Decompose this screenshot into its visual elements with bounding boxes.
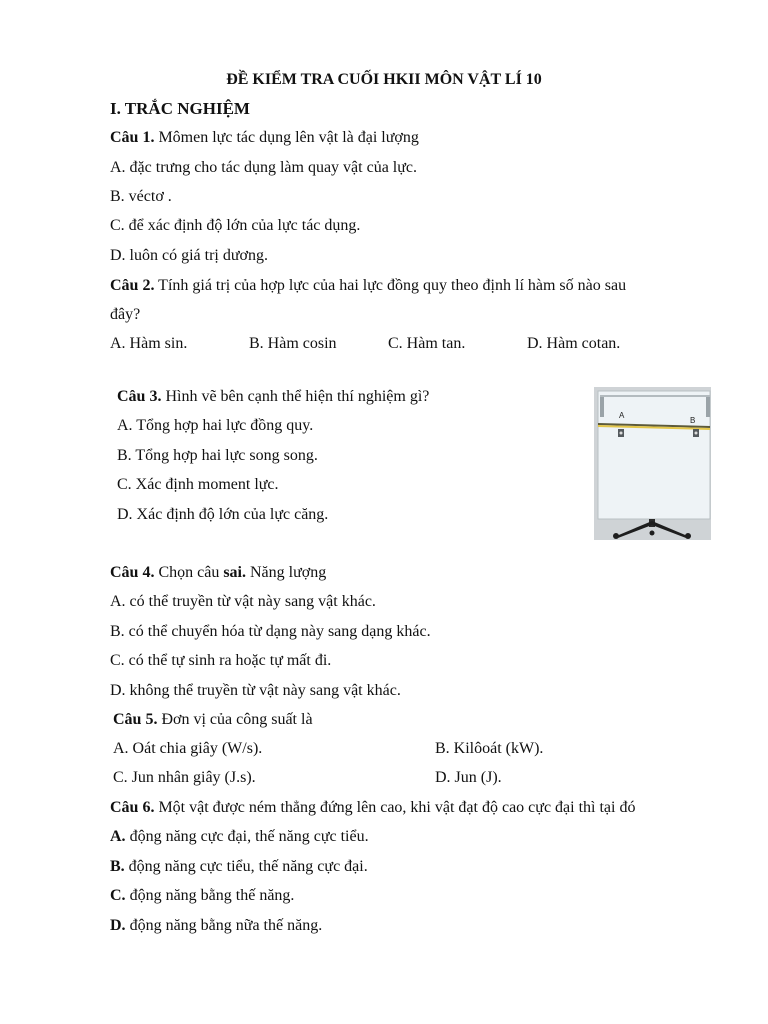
question-6-option-c-letter: C.	[110, 887, 126, 904]
question-2-option-c: C. Hàm tan.	[388, 335, 466, 352]
question-2-text: Tính giá trị của hợp lực của hai lực đồng quy theo định lí hàm số nào sau	[154, 277, 627, 294]
question-4	[110, 563, 326, 583]
question-1-option-d: D. luôn có giá trị dương.	[110, 247, 268, 264]
question-2-text-continued: đây?	[110, 306, 141, 323]
question-6-option-b-text: động năng cực tiểu, thế năng cực đại.	[124, 858, 368, 875]
question-2-option-d: D. Hàm cotan.	[527, 335, 621, 352]
question-1-option-c: C. để xác định độ lớn của lực tác dụng.	[110, 217, 361, 234]
question-5-label: Câu 5.	[113, 711, 158, 728]
question-1-label: Câu 1.	[110, 129, 155, 146]
question-2	[110, 276, 626, 296]
question-5-option-d: D. Jun (J).	[435, 769, 502, 786]
question-1	[110, 128, 419, 148]
question-6-option-a-letter: A.	[110, 828, 126, 845]
question-3-option-d: D. Xác định độ lớn của lực căng.	[117, 506, 329, 523]
question-4-option-d: D. không thể truyền từ vật này sang vật khác.	[110, 682, 401, 699]
question-4-emphasis: sai.	[223, 564, 246, 581]
question-6-option-b-letter: B.	[110, 858, 125, 875]
figure-label-a: A	[619, 411, 625, 420]
question-6-option-b	[110, 857, 368, 877]
question-2-label: Câu 2.	[110, 277, 155, 294]
question-3-option-c: C. Xác định moment lực.	[117, 476, 279, 493]
question-1-text: Mômen lực tác dụng lên vật là đại lượng	[154, 129, 419, 146]
question-5-option-c: C. Jun nhân giây (J.s).	[113, 769, 256, 786]
question-6	[110, 798, 635, 818]
question-5-option-a: A. Oát chia giây (W/s).	[113, 740, 263, 757]
question-4-option-c: C. có thể tự sinh ra hoặc tự mất đi.	[110, 652, 332, 669]
question-3-option-b: B. Tổng hợp hai lực song song.	[117, 447, 318, 464]
question-6-option-d	[110, 916, 322, 936]
question-6-option-d-text: động năng bằng nữa thế năng.	[125, 917, 323, 934]
figure-label-b: B	[690, 416, 696, 425]
question-5-text: Đơn vị của công suất là	[157, 711, 313, 728]
exam-title: ĐỀ KIỂM TRA CUỐI HKII MÔN VẬT LÍ 10	[226, 71, 542, 88]
question-5-option-b: B. Kilôoát (kW).	[435, 740, 544, 757]
question-3-option-a: A. Tổng hợp hai lực đồng quy.	[117, 417, 314, 434]
question-3-text: Hình vẽ bên cạnh thể hiện thí nghiệm gì?	[161, 388, 430, 405]
question-4-option-a: A. có thể truyền từ vật này sang vật khác.	[110, 593, 376, 610]
question-6-text: Một vật được ném thẳng đứng lên cao, khi vật đạt độ cao cực đại thì tại đó	[154, 799, 636, 816]
question-4-label: Câu 4.	[110, 564, 155, 581]
question-6-option-a	[110, 827, 369, 847]
question-3	[117, 387, 429, 407]
question-1-option-b: B. véctơ .	[110, 188, 172, 205]
question-5	[113, 710, 313, 730]
question-6-option-d-letter: D.	[110, 917, 126, 934]
question-6-option-c	[110, 886, 294, 906]
question-1-option-a: A. đặc trưng cho tác dụng làm quay vật của lực.	[110, 159, 418, 176]
question-6-label: Câu 6.	[110, 799, 155, 816]
question-2-option-b: B. Hàm cosin	[249, 335, 337, 352]
question-2-option-a: A. Hàm sin.	[110, 335, 188, 352]
question-3-label: Câu 3.	[117, 388, 162, 405]
question-6-option-c-text: động năng bằng thế năng.	[125, 887, 295, 904]
question-6-option-a-text: động năng cực đại, thế năng cực tiểu.	[125, 828, 369, 845]
section-heading: I. TRẮC NGHIỆM	[110, 99, 250, 118]
question-4-option-b: B. có thể chuyển hóa từ dạng này sang dạng khác.	[110, 623, 431, 640]
question-4-text: Chọn câu	[154, 564, 224, 581]
question-4-text-end: Năng lượng	[246, 564, 327, 581]
experiment-board-image	[594, 387, 711, 540]
